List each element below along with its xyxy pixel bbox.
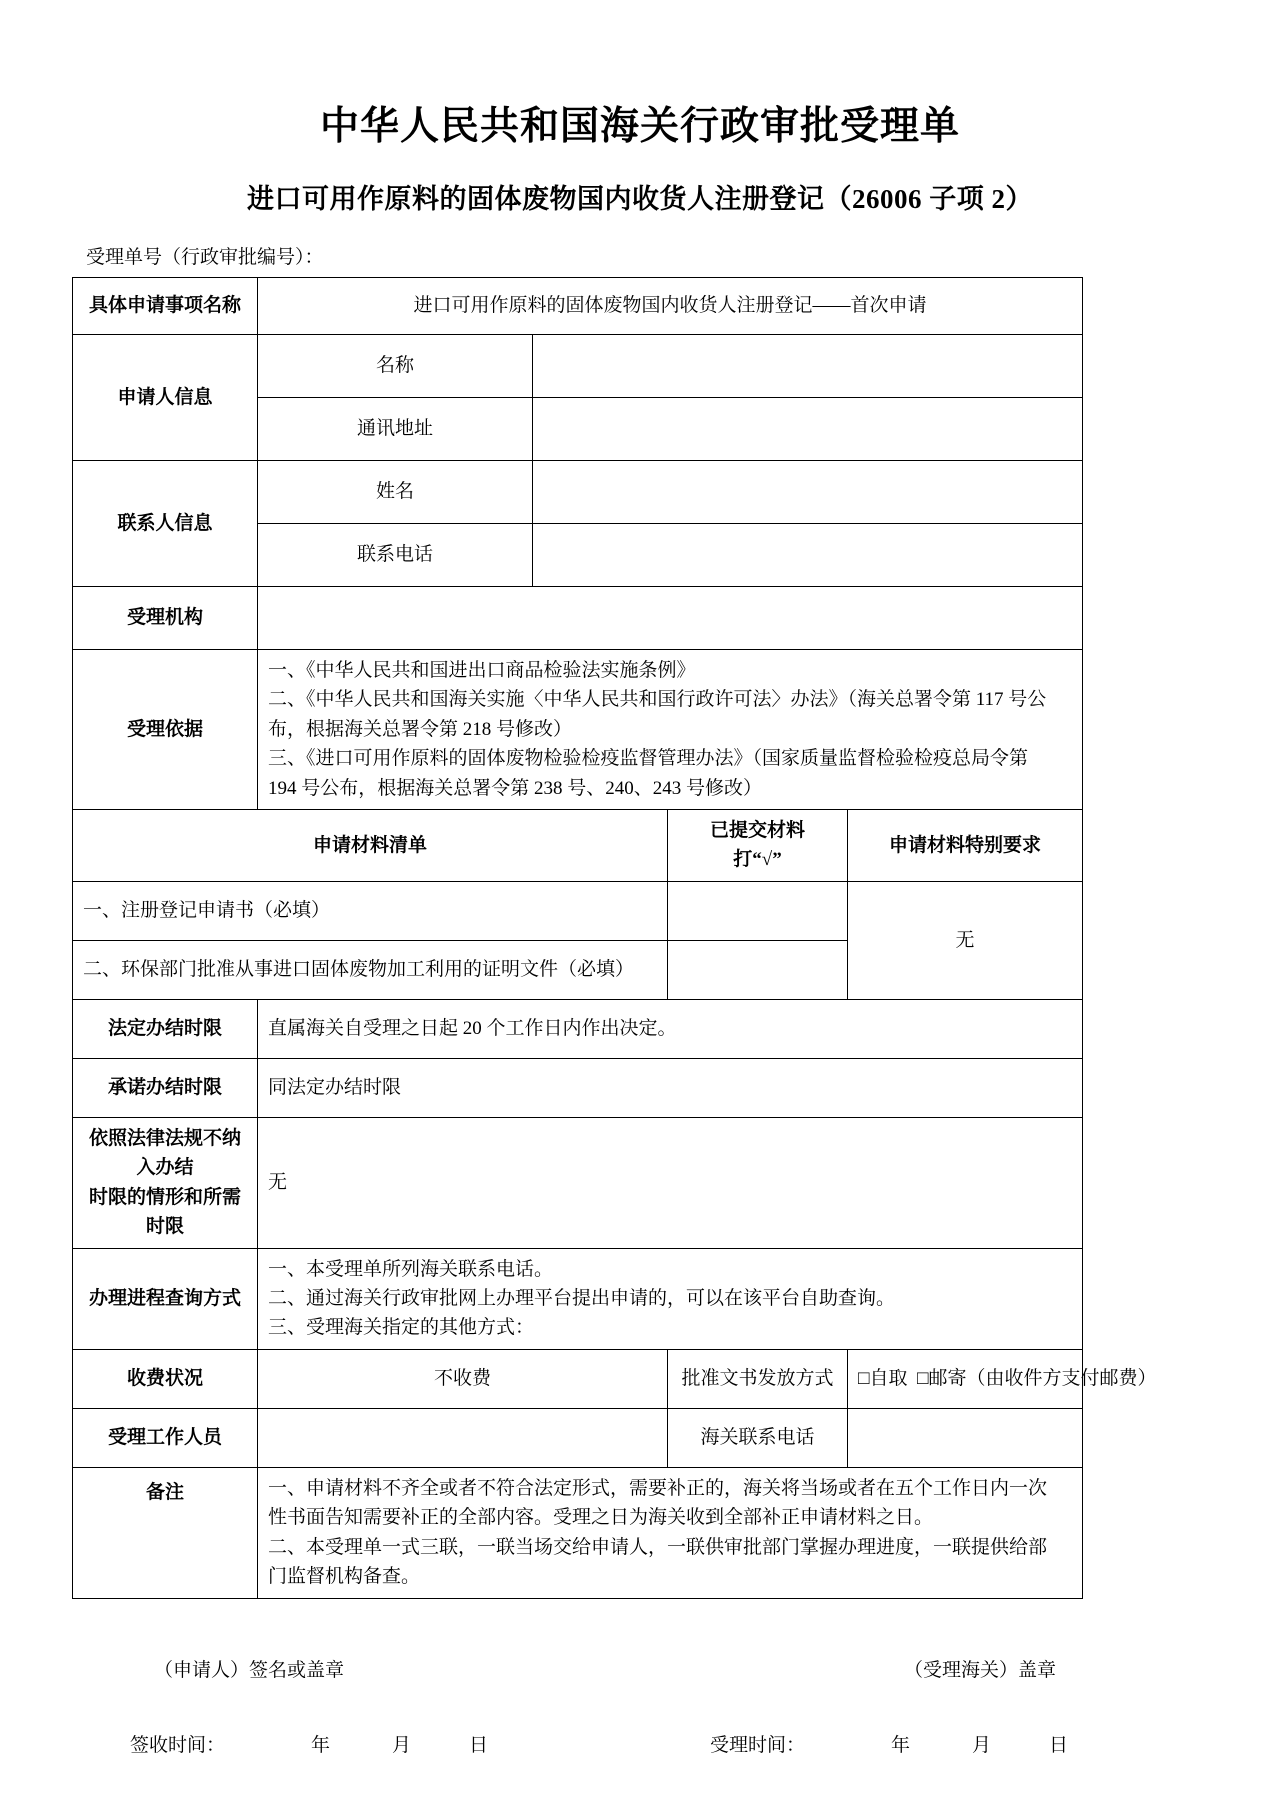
customs-seal-label: （受理海关）盖章	[903, 1659, 1056, 1681]
signed-time-day: 日	[469, 1734, 489, 1756]
delivery-method-label: 批准文书发放方式	[668, 1349, 848, 1408]
table-row-fee-delivery	[73, 1349, 1083, 1408]
contact-phone-field[interactable]	[533, 523, 1083, 586]
applicant-name-field[interactable]	[533, 334, 1083, 397]
approval-form-table	[72, 277, 1157, 1599]
table-row-remarks	[73, 1467, 1083, 1598]
applicant-name-label: 名称	[258, 334, 533, 397]
agency-label: 受理机构	[73, 586, 258, 649]
exclusion-value: 无	[258, 1117, 1083, 1248]
legal-basis-line-2: 二、《中华人民共和国海关实施〈中华人民共和国行政许可法〉办法》（海关总署令第 117 号公	[268, 689, 1047, 711]
contact-name-field[interactable]	[533, 460, 1083, 523]
page-title: 中华人民共和国海关行政审批受理单	[319, 105, 960, 148]
statutory-limit-value: 直属海关自受理之日起 20 个工作日内作出决定。	[258, 999, 1083, 1058]
contact-name-label: 姓名	[258, 460, 533, 523]
applicant-signature-label: （申请人）签名或盖章	[154, 1659, 345, 1681]
accepted-time-day: 日	[1048, 1734, 1068, 1756]
material-item-1: 一、注册登记申请书（必填）	[73, 881, 668, 940]
material-1-checkbox[interactable]	[668, 881, 848, 940]
remarks-content	[258, 1467, 1083, 1598]
submitted-materials-header	[668, 809, 848, 881]
table-row-material-1	[73, 881, 1083, 940]
accepted-time-group	[672, 1708, 1068, 1779]
applicant-address-label: 通讯地址	[258, 397, 533, 460]
table-row-item-name	[73, 277, 1083, 334]
exclusion-label-line2: 时限的情形和所需时限	[88, 1186, 241, 1238]
promised-limit-label: 承诺办结时限	[73, 1058, 258, 1117]
applicant-info-label: 申请人信息	[73, 334, 258, 460]
item-name-value: 进口可用作原料的固体废物国内收货人注册登记——首次申请	[258, 277, 1083, 334]
exclusion-label	[73, 1117, 258, 1248]
statutory-limit-label: 法定办结时限	[73, 999, 258, 1058]
legal-basis-line-3: 布，根据海关总署令第 218 号修改）	[268, 718, 573, 740]
legal-basis-label: 受理依据	[73, 649, 258, 809]
table-row-exclusion	[73, 1117, 1083, 1248]
material-2-checkbox[interactable]	[668, 940, 848, 999]
table-row-statutory-limit	[73, 999, 1083, 1058]
promised-limit-value: 同法定办结时限	[258, 1058, 1083, 1117]
progress-inquiry-line-3: 三、受理海关指定的其他方式：	[268, 1317, 535, 1339]
progress-inquiry-content	[258, 1248, 1083, 1349]
materials-list-header: 申请材料清单	[73, 809, 668, 881]
legal-basis-line-5: 194 号公布，根据海关总署令第 238 号、240、243 号修改）	[268, 777, 763, 799]
material-item-2: 二、环保部门批准从事进口固体废物加工利用的证明文件（必填）	[73, 940, 668, 999]
progress-inquiry-line-2: 二、通过海关行政审批网上办理平台提出申请的，可以在该平台自助查询。	[268, 1288, 896, 1310]
accepted-time-label: 受理时间：	[709, 1734, 805, 1756]
table-row-contact-name	[73, 460, 1083, 523]
signed-time-year: 年	[311, 1734, 331, 1756]
progress-inquiry-line-1: 一、本受理单所列海关联系电话。	[268, 1258, 554, 1280]
applicant-address-field[interactable]	[533, 397, 1083, 460]
exclusion-label-line1: 依照法律法规不纳入办结	[88, 1127, 241, 1179]
signed-time-group	[92, 1708, 488, 1779]
contact-phone-label: 联系电话	[258, 523, 533, 586]
table-row-agency	[73, 586, 1083, 649]
page-subtitle: 进口可用作原料的固体废物国内收货人注册登记（26006 子项 2）	[247, 183, 1033, 214]
remarks-line-1: 一、申请材料不齐全或者不符合法定形式，需要补正的，海关将当场或者在五个工作日内一次	[268, 1477, 1048, 1499]
signature-row	[72, 1655, 1082, 1682]
signed-time-label: 签收时间：	[130, 1734, 226, 1756]
special-requirements-header: 申请材料特别要求	[848, 809, 1083, 881]
remarks-line-2: 性书面告知需要补正的全部内容。受理之日为海关收到全部补正申请材料之日。	[268, 1507, 934, 1529]
item-name-label: 具体申请事项名称	[73, 277, 258, 334]
table-row-progress-inquiry	[73, 1248, 1083, 1349]
agency-field[interactable]	[258, 586, 1083, 649]
table-row-staff-phone	[73, 1408, 1083, 1467]
accept-number-label: 受理单号（行政审批编号）：	[86, 246, 324, 268]
fee-status-label: 收费状况	[73, 1349, 258, 1408]
legal-basis-line-4: 三、《进口可用作原料的固体废物检验检疫监督管理办法》（国家质量监督检验检疫总局令第	[268, 748, 1029, 770]
progress-inquiry-label: 办理进程查询方式	[73, 1248, 258, 1349]
date-row	[72, 1682, 1082, 1779]
staff-label: 受理工作人员	[73, 1408, 258, 1467]
contact-info-label: 联系人信息	[73, 460, 258, 586]
legal-basis-line-1: 一、《中华人民共和国进出口商品检验法实施条例》	[268, 659, 696, 681]
form-footer	[72, 1655, 1082, 1779]
table-row-legal-basis	[73, 649, 1083, 809]
delivery-method-options	[848, 1349, 1157, 1408]
signed-time-month: 月	[392, 1734, 412, 1756]
remarks-line-4: 门监督机构备查。	[268, 1566, 421, 1588]
submitted-materials-header-line1: 已提交材料	[709, 819, 805, 841]
accepted-time-year: 年	[890, 1734, 910, 1756]
delivery-option-mail-checkbox[interactable]: □邮寄（由收件方支付邮费）	[916, 1368, 1157, 1390]
fee-status-value: 不收费	[258, 1349, 668, 1408]
delivery-option-pickup-checkbox[interactable]: □自取	[858, 1368, 908, 1390]
remarks-line-3: 二、本受理单一式三联，一联当场交给申请人，一联供审批部门掌握办理进度，一联提供给部	[268, 1536, 1048, 1558]
table-row-materials-header	[73, 809, 1083, 881]
remarks-label: 备注	[73, 1467, 258, 1598]
table-row-applicant-name	[73, 334, 1083, 397]
staff-field[interactable]	[258, 1408, 668, 1467]
legal-basis-content	[258, 649, 1083, 809]
accepted-time-month: 月	[971, 1734, 991, 1756]
customs-phone-field[interactable]	[848, 1408, 1083, 1467]
special-requirements-value: 无	[848, 881, 1083, 999]
customs-phone-label: 海关联系电话	[668, 1408, 848, 1467]
submitted-materials-header-line2: 打“√”	[733, 849, 782, 871]
table-row-promised-limit	[73, 1058, 1083, 1117]
